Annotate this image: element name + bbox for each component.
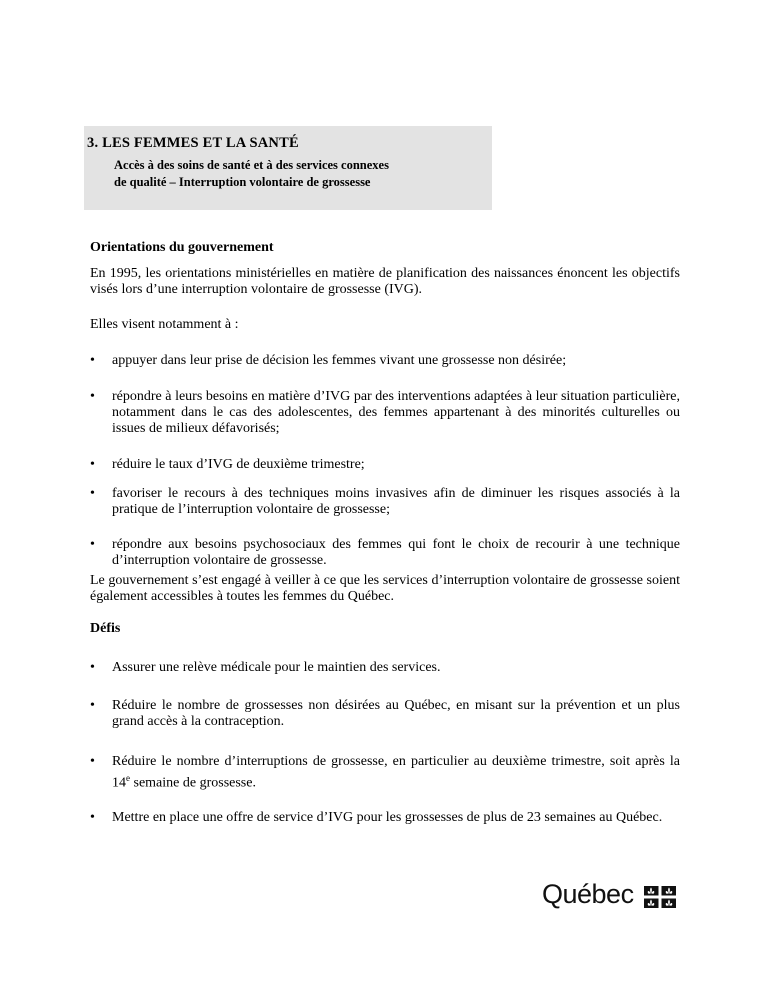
list-item	[90, 537, 680, 569]
list-item-text: Assurer une relève médicale pour le maintien des services.	[112, 660, 441, 675]
section-subtitle-line-1: Accès à des soins de santé et à des services connexes	[114, 158, 389, 172]
bullet-icon: •	[90, 486, 95, 501]
list-item-text: favoriser le recours à des techniques moins invasives afin de diminuer les risques associés à la pratique de l’interruption volontaire de grossesse;	[112, 486, 680, 517]
section-title: 3. LES FEMMES ET LA SANTÉ	[87, 135, 299, 151]
quebec-logo	[542, 879, 682, 919]
bullet-icon: •	[90, 810, 95, 825]
list-item-text: appuyer dans leur prise de décision les femmes vivant une grossesse non désirée;	[112, 353, 567, 368]
quebec-fleurdelise-icon	[644, 886, 676, 908]
list-item-text-part: semaine de grossesse.	[130, 775, 256, 791]
orientations-lead: Elles visent notamment à :	[90, 317, 239, 332]
bullet-icon: •	[90, 389, 95, 404]
list-item	[90, 353, 680, 369]
list-item	[90, 457, 680, 473]
quebec-wordmark: Québec	[542, 879, 634, 909]
list-item	[90, 754, 680, 792]
list-item-text	[112, 754, 680, 792]
bullet-icon: •	[90, 457, 95, 472]
orientations-conclusion: Le gouvernement s’est engagé à veiller à ce que les services d’interruption volontaire de grossesse soient également accessibles à toutes les femmes du Québec.	[90, 573, 680, 604]
list-item	[90, 389, 680, 437]
bullet-icon: •	[90, 537, 95, 552]
list-item-text-part: Réduire le nombre d’interruptions de grossesse, en particulier au deuxième trimestre, soit après la 14	[112, 754, 680, 791]
list-item	[90, 810, 680, 826]
orientations-heading: Orientations du gouvernement	[90, 240, 274, 255]
bullet-icon: •	[90, 698, 95, 713]
list-item-text: Mettre en place une offre de service d’IVG pour les grossesses de plus de 23 semaines au Québec.	[112, 810, 663, 825]
list-item-text: répondre aux besoins psychosociaux des femmes qui font le choix de recourir à une technique d’interruption volontaire de grossesse.	[112, 537, 680, 568]
superscript: e	[126, 773, 130, 783]
list-item-text: répondre à leurs besoins en matière d’IVG par des interventions adaptées à leur situation particulière, notamment dans le cas des adolescentes, des femmes appartenant à des minorités culturelles ou issues de milieux défavorisés;	[112, 389, 680, 436]
list-item-text: réduire le taux d’IVG de deuxième trimestre;	[112, 457, 365, 472]
list-item	[90, 698, 680, 730]
section-subtitle-line-2: de qualité – Interruption volontaire de grossesse	[114, 175, 371, 189]
bullet-icon: •	[90, 353, 95, 368]
list-item-text: Réduire le nombre de grossesses non désirées au Québec, en misant sur la prévention et un plus grand accès à la contraception.	[112, 698, 680, 729]
bullet-icon: •	[90, 754, 95, 769]
defis-heading: Défis	[90, 621, 121, 636]
bullet-icon: •	[90, 660, 95, 675]
list-item	[90, 486, 680, 518]
section-subtitle	[114, 157, 474, 191]
orientations-intro: En 1995, les orientations ministérielles en matière de planification des naissances énoncent les objectifs visés lors d’une interruption volontaire de grossesse (IVG).	[90, 266, 680, 297]
list-item	[90, 660, 680, 676]
